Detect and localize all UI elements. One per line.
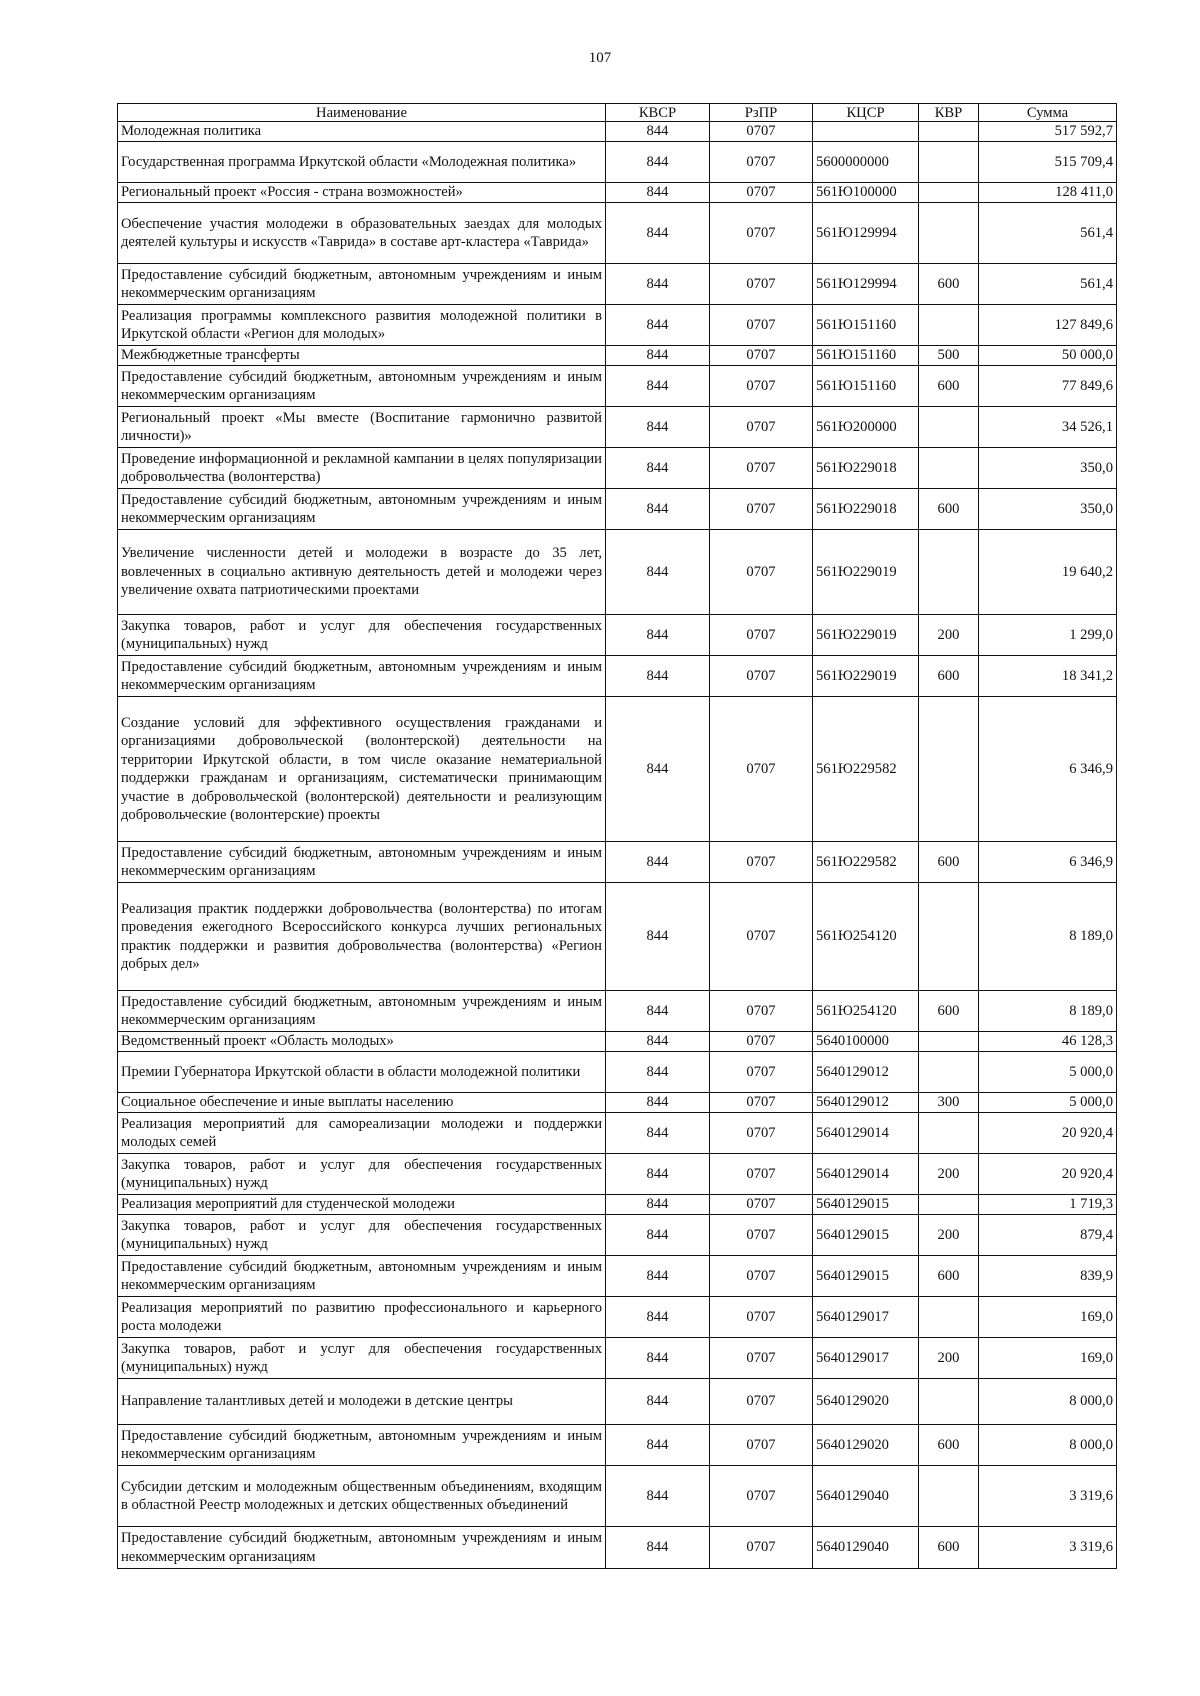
table-row (118, 1256, 1117, 1297)
row-kcsr: 561Ю129994 (813, 203, 919, 264)
table-row (118, 346, 1117, 366)
row-kvr (919, 1466, 979, 1527)
row-name: Реализация программы комплексного развития молодежной политики в Иркутской области «Регион для молодых» (118, 305, 606, 346)
row-rzpr: 0707 (710, 1093, 813, 1113)
row-kvsr: 844 (606, 448, 710, 489)
row-sum: 20 920,4 (979, 1154, 1117, 1195)
row-sum: 1 719,3 (979, 1195, 1117, 1215)
table-row (118, 656, 1117, 697)
row-kcsr: 561Ю100000 (813, 183, 919, 203)
row-rzpr: 0707 (710, 656, 813, 697)
row-name: Реализация мероприятий для самореализации молодежи и поддержки молодых семей (118, 1113, 606, 1154)
row-kvr: 600 (919, 1527, 979, 1569)
row-kvsr: 844 (606, 489, 710, 530)
row-kvr: 600 (919, 1425, 979, 1466)
row-sum: 3 319,6 (979, 1466, 1117, 1527)
row-kcsr: 5640129012 (813, 1052, 919, 1093)
row-name: Реализация практик поддержки добровольчества (волонтерства) по итогам проведения ежегодного Всероссийского конкурса лучших региональных практик поддержки и развития добровольчества (волонтерства) «Регион добрых дел» (118, 883, 606, 991)
row-kcsr: 561Ю229582 (813, 697, 919, 842)
header-rzpr: РзПР (710, 104, 813, 122)
row-kcsr: 5640129014 (813, 1154, 919, 1195)
row-sum: 34 526,1 (979, 407, 1117, 448)
row-name: Реализация мероприятий для студенческой молодежи (118, 1195, 606, 1215)
row-kvr (919, 530, 979, 615)
row-sum: 128 411,0 (979, 183, 1117, 203)
row-rzpr: 0707 (710, 530, 813, 615)
row-kcsr: 5640100000 (813, 1032, 919, 1052)
row-name: Закупка товаров, работ и услуг для обеспечения государственных (муниципальных) нужд (118, 1215, 606, 1256)
row-name: Обеспечение участия молодежи в образовательных заездах для молодых деятелей культуры и искусств «Таврида» в составе арт-кластера «Таврида» (118, 203, 606, 264)
row-kvr: 300 (919, 1093, 979, 1113)
row-name: Предоставление субсидий бюджетным, автономным учреждениям и иным некоммерческим организациям (118, 991, 606, 1032)
row-kcsr: 561Ю229582 (813, 842, 919, 883)
row-kvsr: 844 (606, 1215, 710, 1256)
table-row (118, 1425, 1117, 1466)
row-kvsr: 844 (606, 842, 710, 883)
row-kvr: 600 (919, 842, 979, 883)
row-kcsr: 561Ю151160 (813, 305, 919, 346)
row-kvsr: 844 (606, 1379, 710, 1425)
row-kcsr: 5640129015 (813, 1256, 919, 1297)
row-rzpr: 0707 (710, 697, 813, 842)
row-name: Предоставление субсидий бюджетным, автономным учреждениям и иным некоммерческим организациям (118, 1425, 606, 1466)
row-sum: 6 346,9 (979, 842, 1117, 883)
row-sum: 517 592,7 (979, 122, 1117, 142)
row-kcsr: 561Ю129994 (813, 264, 919, 305)
row-sum: 20 920,4 (979, 1113, 1117, 1154)
table-row (118, 366, 1117, 407)
row-rzpr: 0707 (710, 264, 813, 305)
table-body (118, 122, 1117, 1569)
row-sum: 5 000,0 (979, 1093, 1117, 1113)
page-number: 107 (588, 50, 612, 66)
row-kvsr: 844 (606, 1032, 710, 1052)
row-kvr (919, 203, 979, 264)
table-row (118, 183, 1117, 203)
table-row (118, 1113, 1117, 1154)
row-sum: 19 640,2 (979, 530, 1117, 615)
row-name: Молодежная политика (118, 122, 606, 142)
table-row (118, 883, 1117, 991)
row-name: Предоставление субсидий бюджетным, автономным учреждениям и иным некоммерческим организациям (118, 489, 606, 530)
row-sum: 350,0 (979, 448, 1117, 489)
row-sum: 46 128,3 (979, 1032, 1117, 1052)
table-row (118, 122, 1117, 142)
row-rzpr: 0707 (710, 1154, 813, 1195)
table-row (118, 842, 1117, 883)
row-kvsr: 844 (606, 1527, 710, 1569)
row-rzpr: 0707 (710, 305, 813, 346)
row-kvr (919, 407, 979, 448)
row-kvr (919, 1195, 979, 1215)
table-row (118, 615, 1117, 656)
row-kvsr: 844 (606, 1338, 710, 1379)
row-kvr: 600 (919, 489, 979, 530)
row-rzpr: 0707 (710, 1297, 813, 1338)
row-rzpr: 0707 (710, 1379, 813, 1425)
row-name: Закупка товаров, работ и услуг для обеспечения государственных (муниципальных) нужд (118, 1338, 606, 1379)
row-kvr (919, 183, 979, 203)
row-sum: 5 000,0 (979, 1052, 1117, 1093)
header-kvr: КВР (919, 104, 979, 122)
row-name: Направление талантливых детей и молодежи в детские центры (118, 1379, 606, 1425)
row-kvr: 500 (919, 346, 979, 366)
row-kvsr: 844 (606, 203, 710, 264)
row-kcsr: 561Ю254120 (813, 991, 919, 1032)
table-row (118, 1195, 1117, 1215)
row-sum: 1 299,0 (979, 615, 1117, 656)
row-sum: 8 189,0 (979, 883, 1117, 991)
table-row (118, 203, 1117, 264)
row-sum: 350,0 (979, 489, 1117, 530)
table-row (118, 1527, 1117, 1569)
row-kvr (919, 1032, 979, 1052)
row-kvsr: 844 (606, 1195, 710, 1215)
row-kvr: 200 (919, 1215, 979, 1256)
row-rzpr: 0707 (710, 1338, 813, 1379)
row-sum: 8 000,0 (979, 1379, 1117, 1425)
row-sum: 50 000,0 (979, 346, 1117, 366)
row-kcsr (813, 122, 919, 142)
row-kvr (919, 1052, 979, 1093)
table-row (118, 697, 1117, 842)
row-name: Предоставление субсидий бюджетным, автономным учреждениям и иным некоммерческим организациям (118, 264, 606, 305)
row-rzpr: 0707 (710, 489, 813, 530)
header-name: Наименование (118, 104, 606, 122)
row-kvsr: 844 (606, 122, 710, 142)
row-rzpr: 0707 (710, 407, 813, 448)
row-kvsr: 844 (606, 1297, 710, 1338)
row-kvsr: 844 (606, 1425, 710, 1466)
row-rzpr: 0707 (710, 1052, 813, 1093)
row-name: Социальное обеспечение и иные выплаты населению (118, 1093, 606, 1113)
row-name: Предоставление субсидий бюджетным, автономным учреждениям и иным некоммерческим организациям (118, 656, 606, 697)
row-name: Ведомственный проект «Область молодых» (118, 1032, 606, 1052)
row-rzpr: 0707 (710, 448, 813, 489)
row-name: Предоставление субсидий бюджетным, автономным учреждениям и иным некоммерческим организациям (118, 842, 606, 883)
header-kcsr: КЦСР (813, 104, 919, 122)
row-kvsr: 844 (606, 530, 710, 615)
row-sum: 18 341,2 (979, 656, 1117, 697)
row-kvsr: 844 (606, 366, 710, 407)
row-sum: 8 189,0 (979, 991, 1117, 1032)
row-rzpr: 0707 (710, 183, 813, 203)
row-sum: 169,0 (979, 1297, 1117, 1338)
row-kvr: 200 (919, 1154, 979, 1195)
row-rzpr: 0707 (710, 842, 813, 883)
row-kcsr: 561Ю200000 (813, 407, 919, 448)
row-rzpr: 0707 (710, 991, 813, 1032)
row-sum: 515 709,4 (979, 142, 1117, 183)
row-name: Региональный проект «Россия - страна возможностей» (118, 183, 606, 203)
row-kvr (919, 697, 979, 842)
row-kvr (919, 122, 979, 142)
row-sum: 561,4 (979, 264, 1117, 305)
row-sum: 839,9 (979, 1256, 1117, 1297)
row-kvsr: 844 (606, 991, 710, 1032)
row-kvsr: 844 (606, 346, 710, 366)
row-kcsr: 5640129017 (813, 1338, 919, 1379)
table-row (118, 1093, 1117, 1113)
row-sum: 77 849,6 (979, 366, 1117, 407)
row-name: Государственная программа Иркутской области «Молодежная политика» (118, 142, 606, 183)
row-sum: 879,4 (979, 1215, 1117, 1256)
row-rzpr: 0707 (710, 366, 813, 407)
row-sum: 169,0 (979, 1338, 1117, 1379)
row-rzpr: 0707 (710, 142, 813, 183)
row-rzpr: 0707 (710, 1215, 813, 1256)
row-name: Создание условий для эффективного осуществления гражданами и организациями добровольческой (волонтерской) деятельности на территории Иркутской области, в том числе оказание нематериальной поддержки гражданам и организациям, систематически принимающим участие в добровольческой (волонтерской) деятельности и реализующим добровольческие (волонтерские) проекты (118, 697, 606, 842)
row-kcsr: 561Ю229018 (813, 448, 919, 489)
table-row (118, 991, 1117, 1032)
row-rzpr: 0707 (710, 883, 813, 991)
row-name: Увеличение численности детей и молодежи в возрасте до 35 лет, вовлеченных в социально активную деятельность детей и молодежи через увеличение охвата патриотическими проектами (118, 530, 606, 615)
table-row (118, 305, 1117, 346)
row-name: Региональный проект «Мы вместе (Воспитание гармонично развитой личности)» (118, 407, 606, 448)
table-row (118, 264, 1117, 305)
row-kcsr: 5640129040 (813, 1466, 919, 1527)
row-sum: 6 346,9 (979, 697, 1117, 842)
row-kvsr: 844 (606, 1093, 710, 1113)
row-kcsr: 561Ю229019 (813, 615, 919, 656)
row-name: Межбюджетные трансферты (118, 346, 606, 366)
header-sum: Сумма (979, 104, 1117, 122)
row-kcsr: 5640129020 (813, 1379, 919, 1425)
row-kcsr: 5640129014 (813, 1113, 919, 1154)
row-kvsr: 844 (606, 142, 710, 183)
row-rzpr: 0707 (710, 615, 813, 656)
table-row (118, 1215, 1117, 1256)
table-row (118, 1379, 1117, 1425)
table-row (118, 407, 1117, 448)
row-kcsr: 561Ю151160 (813, 366, 919, 407)
row-rzpr: 0707 (710, 346, 813, 366)
row-kvsr: 844 (606, 697, 710, 842)
row-kvsr: 844 (606, 883, 710, 991)
row-kcsr: 561Ю151160 (813, 346, 919, 366)
table-row (118, 1466, 1117, 1527)
row-name: Премии Губернатора Иркутской области в области молодежной политики (118, 1052, 606, 1093)
row-rzpr: 0707 (710, 1425, 813, 1466)
row-kcsr: 5640129012 (813, 1093, 919, 1113)
row-sum: 3 319,6 (979, 1527, 1117, 1569)
row-sum: 8 000,0 (979, 1425, 1117, 1466)
row-rzpr: 0707 (710, 1256, 813, 1297)
row-kcsr: 5640129017 (813, 1297, 919, 1338)
table-row (118, 1154, 1117, 1195)
row-kvsr: 844 (606, 656, 710, 697)
row-rzpr: 0707 (710, 1032, 813, 1052)
row-name: Предоставление субсидий бюджетным, автономным учреждениям и иным некоммерческим организациям (118, 1256, 606, 1297)
row-kvsr: 844 (606, 1154, 710, 1195)
table-row (118, 1032, 1117, 1052)
table-row (118, 448, 1117, 489)
row-kvr: 600 (919, 1256, 979, 1297)
row-kvsr: 844 (606, 407, 710, 448)
row-kcsr: 5640129015 (813, 1195, 919, 1215)
row-kvsr: 844 (606, 1466, 710, 1527)
row-rzpr: 0707 (710, 1113, 813, 1154)
row-kcsr: 561Ю229019 (813, 656, 919, 697)
row-kvsr: 844 (606, 264, 710, 305)
row-kvr: 600 (919, 991, 979, 1032)
row-name: Проведение информационной и рекламной кампании в целях популяризации добровольчества (волонтерства) (118, 448, 606, 489)
row-kvr: 200 (919, 1338, 979, 1379)
row-kvr (919, 1113, 979, 1154)
row-kvr: 600 (919, 656, 979, 697)
row-kcsr: 5640129020 (813, 1425, 919, 1466)
row-kvsr: 844 (606, 183, 710, 203)
row-kvr: 600 (919, 366, 979, 407)
row-kvr (919, 142, 979, 183)
row-kcsr: 5640129040 (813, 1527, 919, 1569)
row-name: Предоставление субсидий бюджетным, автономным учреждениям и иным некоммерческим организациям (118, 366, 606, 407)
row-kcsr: 5600000000 (813, 142, 919, 183)
row-kvr (919, 883, 979, 991)
row-rzpr: 0707 (710, 203, 813, 264)
row-kvsr: 844 (606, 1256, 710, 1297)
table-row (118, 1297, 1117, 1338)
table-row (118, 530, 1117, 615)
row-name: Реализация мероприятий по развитию профессионального и карьерного роста молодежи (118, 1297, 606, 1338)
row-kvr (919, 305, 979, 346)
table-row (118, 489, 1117, 530)
row-kvr: 200 (919, 615, 979, 656)
table-row (118, 142, 1117, 183)
table-row (118, 1052, 1117, 1093)
budget-table (117, 103, 1117, 1569)
row-rzpr: 0707 (710, 1466, 813, 1527)
row-rzpr: 0707 (710, 122, 813, 142)
row-rzpr: 0707 (710, 1527, 813, 1569)
row-kvr (919, 1379, 979, 1425)
row-name: Субсидии детским и молодежным общественным объединениям, входящим в областной Реестр молодежных и детских общественных объединений (118, 1466, 606, 1527)
row-rzpr: 0707 (710, 1195, 813, 1215)
row-kvsr: 844 (606, 615, 710, 656)
row-kcsr: 5640129015 (813, 1215, 919, 1256)
row-kvsr: 844 (606, 305, 710, 346)
table-header-row (118, 104, 1117, 122)
row-kvr (919, 1297, 979, 1338)
row-name: Закупка товаров, работ и услуг для обеспечения государственных (муниципальных) нужд (118, 615, 606, 656)
table-row (118, 1338, 1117, 1379)
row-kvr: 600 (919, 264, 979, 305)
row-sum: 127 849,6 (979, 305, 1117, 346)
row-kvr (919, 448, 979, 489)
row-kcsr: 561Ю254120 (813, 883, 919, 991)
header-kvsr: КВСР (606, 104, 710, 122)
row-kcsr: 561Ю229018 (813, 489, 919, 530)
row-kcsr: 561Ю229019 (813, 530, 919, 615)
row-kvsr: 844 (606, 1113, 710, 1154)
row-sum: 561,4 (979, 203, 1117, 264)
row-name: Закупка товаров, работ и услуг для обеспечения государственных (муниципальных) нужд (118, 1154, 606, 1195)
row-name: Предоставление субсидий бюджетным, автономным учреждениям и иным некоммерческим организациям (118, 1527, 606, 1569)
row-kvsr: 844 (606, 1052, 710, 1093)
